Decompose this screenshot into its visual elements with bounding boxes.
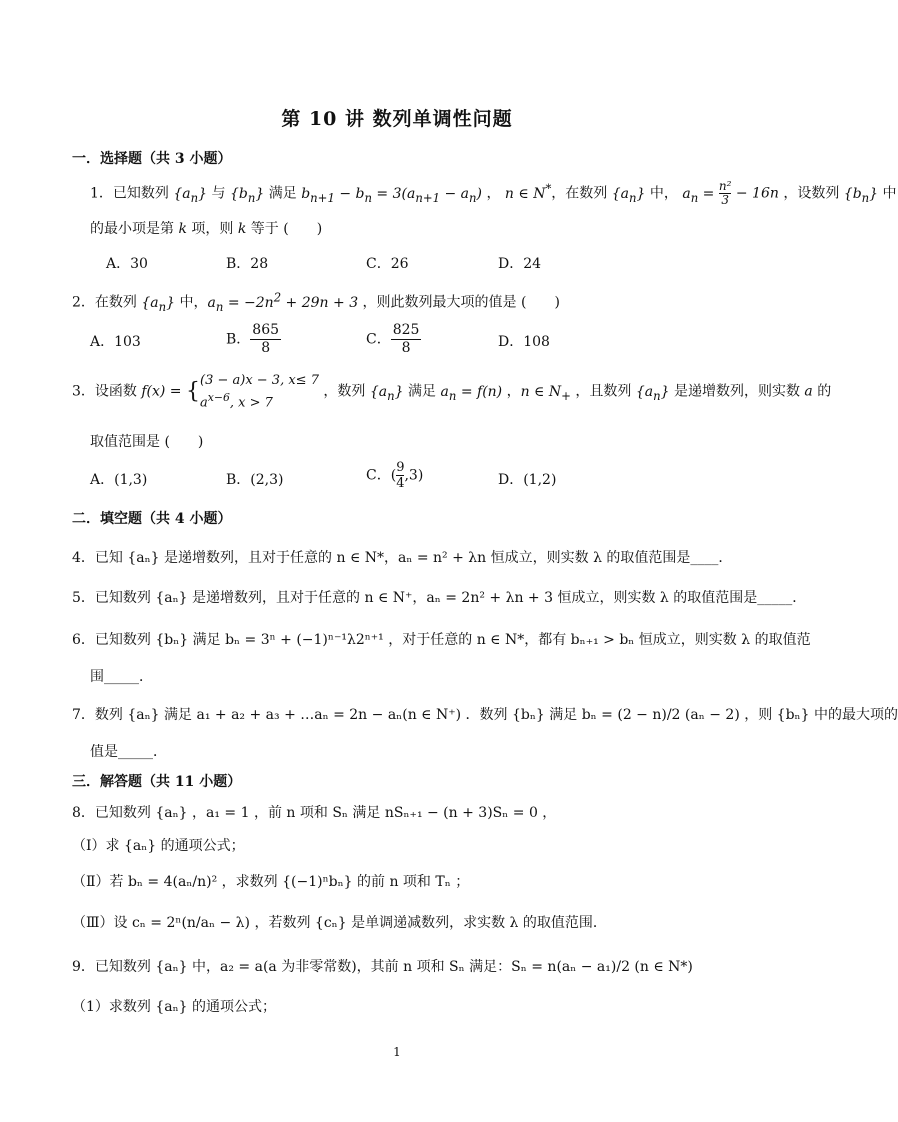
question-1-line2: 的最小项是第 k 项，则 k 等于 ( ) [90, 221, 323, 237]
q3-option-a[interactable]: A．(1,3) [90, 472, 148, 488]
question-3-line2: 取值范围是 ( ) [90, 434, 204, 450]
section-heading-choice: 一．选择题（共 3 小题） [72, 151, 232, 167]
q3-option-b[interactable]: B．(2,3) [226, 472, 284, 488]
question-8-part2: （Ⅱ）若 bₙ = 4(aₙ/n)² ，求数列 {(−1)ⁿbₙ} 的前 n 项和 Tₙ ； [72, 874, 470, 890]
q2-option-d[interactable]: D．108 [498, 334, 550, 350]
q1-option-a[interactable]: A．30 [106, 256, 148, 272]
page-title: 第 10 讲 数列单调性问题 [281, 108, 513, 130]
question-6-line1: 6．已知数列 {bₙ} 满足 bₙ = 3ⁿ + (−1)ⁿ⁻¹λ2ⁿ⁺¹ ，对于任意的 n ∈ N*，都有 bₙ₊₁ > bₙ 恒成立，则实数 λ 的取值范 [72, 632, 811, 648]
question-6-line2: 围_____． [90, 669, 153, 685]
question-1-line1: 1．已知数列 $\{a_n\}$ 与 $\{b_n\}$ 满足 $b_{n+1} - b_n = 3(a_{n+1} - a_n)$ ， n ∈ N*，在数列 $\{a_n\}$ 中， $a_n$ = $\frac{\text{n²}}{3}$ − 16n ，设数列 $\{b_n\}$ 中 [90, 179, 897, 207]
question-9-line1: 9．已知数列 {aₙ} 中，a₂ = a(a 为非零常数)，其前 n 项和 Sₙ 满足：Sₙ = n(aₙ − a₁)/2 (n ∈ N*) [72, 959, 693, 975]
q1-option-c[interactable]: C．26 [366, 256, 409, 272]
q1-option-b[interactable]: B．28 [226, 256, 269, 272]
question-8-line1: 8．已知数列 {aₙ} ，a₁ = 1 ，前 n 项和 Sₙ 满足 nSₙ₊₁ − (n + 3)Sₙ = 0 ， [72, 805, 557, 821]
question-7-line1: 7．数列 {aₙ} 满足 a₁ + a₂ + a₃ + …aₙ = 2n − aₙ(n ∈ N⁺) ．数列 {bₙ} 满足 bₙ = (2 − n)/2 (aₙ − 2) ，则 {bₙ} 中的最大项的 [72, 707, 898, 723]
question-8-part3: （Ⅲ）设 cₙ = 2ⁿ(n/aₙ − λ) ，若数列 {cₙ} 是单调递减数列，求实数 λ 的取值范围． [72, 915, 607, 931]
question-3-line1: 3．设函数 f(x) = { (3 − a)x − 3, x≤ 7 $a^{x-6}$, x > 7 ，数列 $\{a_n\}$ 满足 $a_n = f(n)$ ，n ∈ $N_+$ ，且数列 $\{a_n\}$ 是递增数列，则实数 a 的 [72, 373, 832, 411]
q2-option-c[interactable]: C． $\frac{825}{8}$ [366, 322, 420, 356]
q3-option-d[interactable]: D．(1,2) [498, 472, 557, 488]
question-4: 4．已知 {aₙ} 是递增数列，且对于任意的 n ∈ N*，aₙ = n² + λn 恒成立，则实数 λ 的取值范围是____． [72, 550, 733, 566]
question-7-line2: 值是_____． [90, 744, 167, 760]
q3-option-c[interactable]: C．( $\frac{9}{4}$ ,3) [366, 460, 424, 491]
q2-option-b[interactable]: B． $\frac{865}{8}$ [226, 322, 280, 356]
question-8-part1: （Ⅰ）求 {aₙ} 的通项公式； [72, 838, 245, 854]
question-2-line1: 2．在数列 $\{a_n\}$ 中，$a_n = -2n^2 + 29n + 3$ ，则此数列最大项的值是 ( ) [72, 290, 560, 314]
question-5: 5．已知数列 {aₙ} 是递增数列，且对于任意的 n ∈ N⁺，aₙ = 2n² + λn + 3 恒成立，则实数 λ 的取值范围是_____． [72, 590, 807, 606]
page-number: 1 [393, 1045, 401, 1059]
q1-option-d[interactable]: D．24 [498, 256, 542, 272]
question-9-part1: （1）求数列 {aₙ} 的通项公式； [72, 999, 277, 1015]
q2-option-a[interactable]: A．103 [90, 334, 141, 350]
section-heading-answer: 三．解答题（共 11 小题） [72, 774, 242, 790]
section-heading-fill: 二．填空题（共 4 小题） [72, 511, 232, 527]
